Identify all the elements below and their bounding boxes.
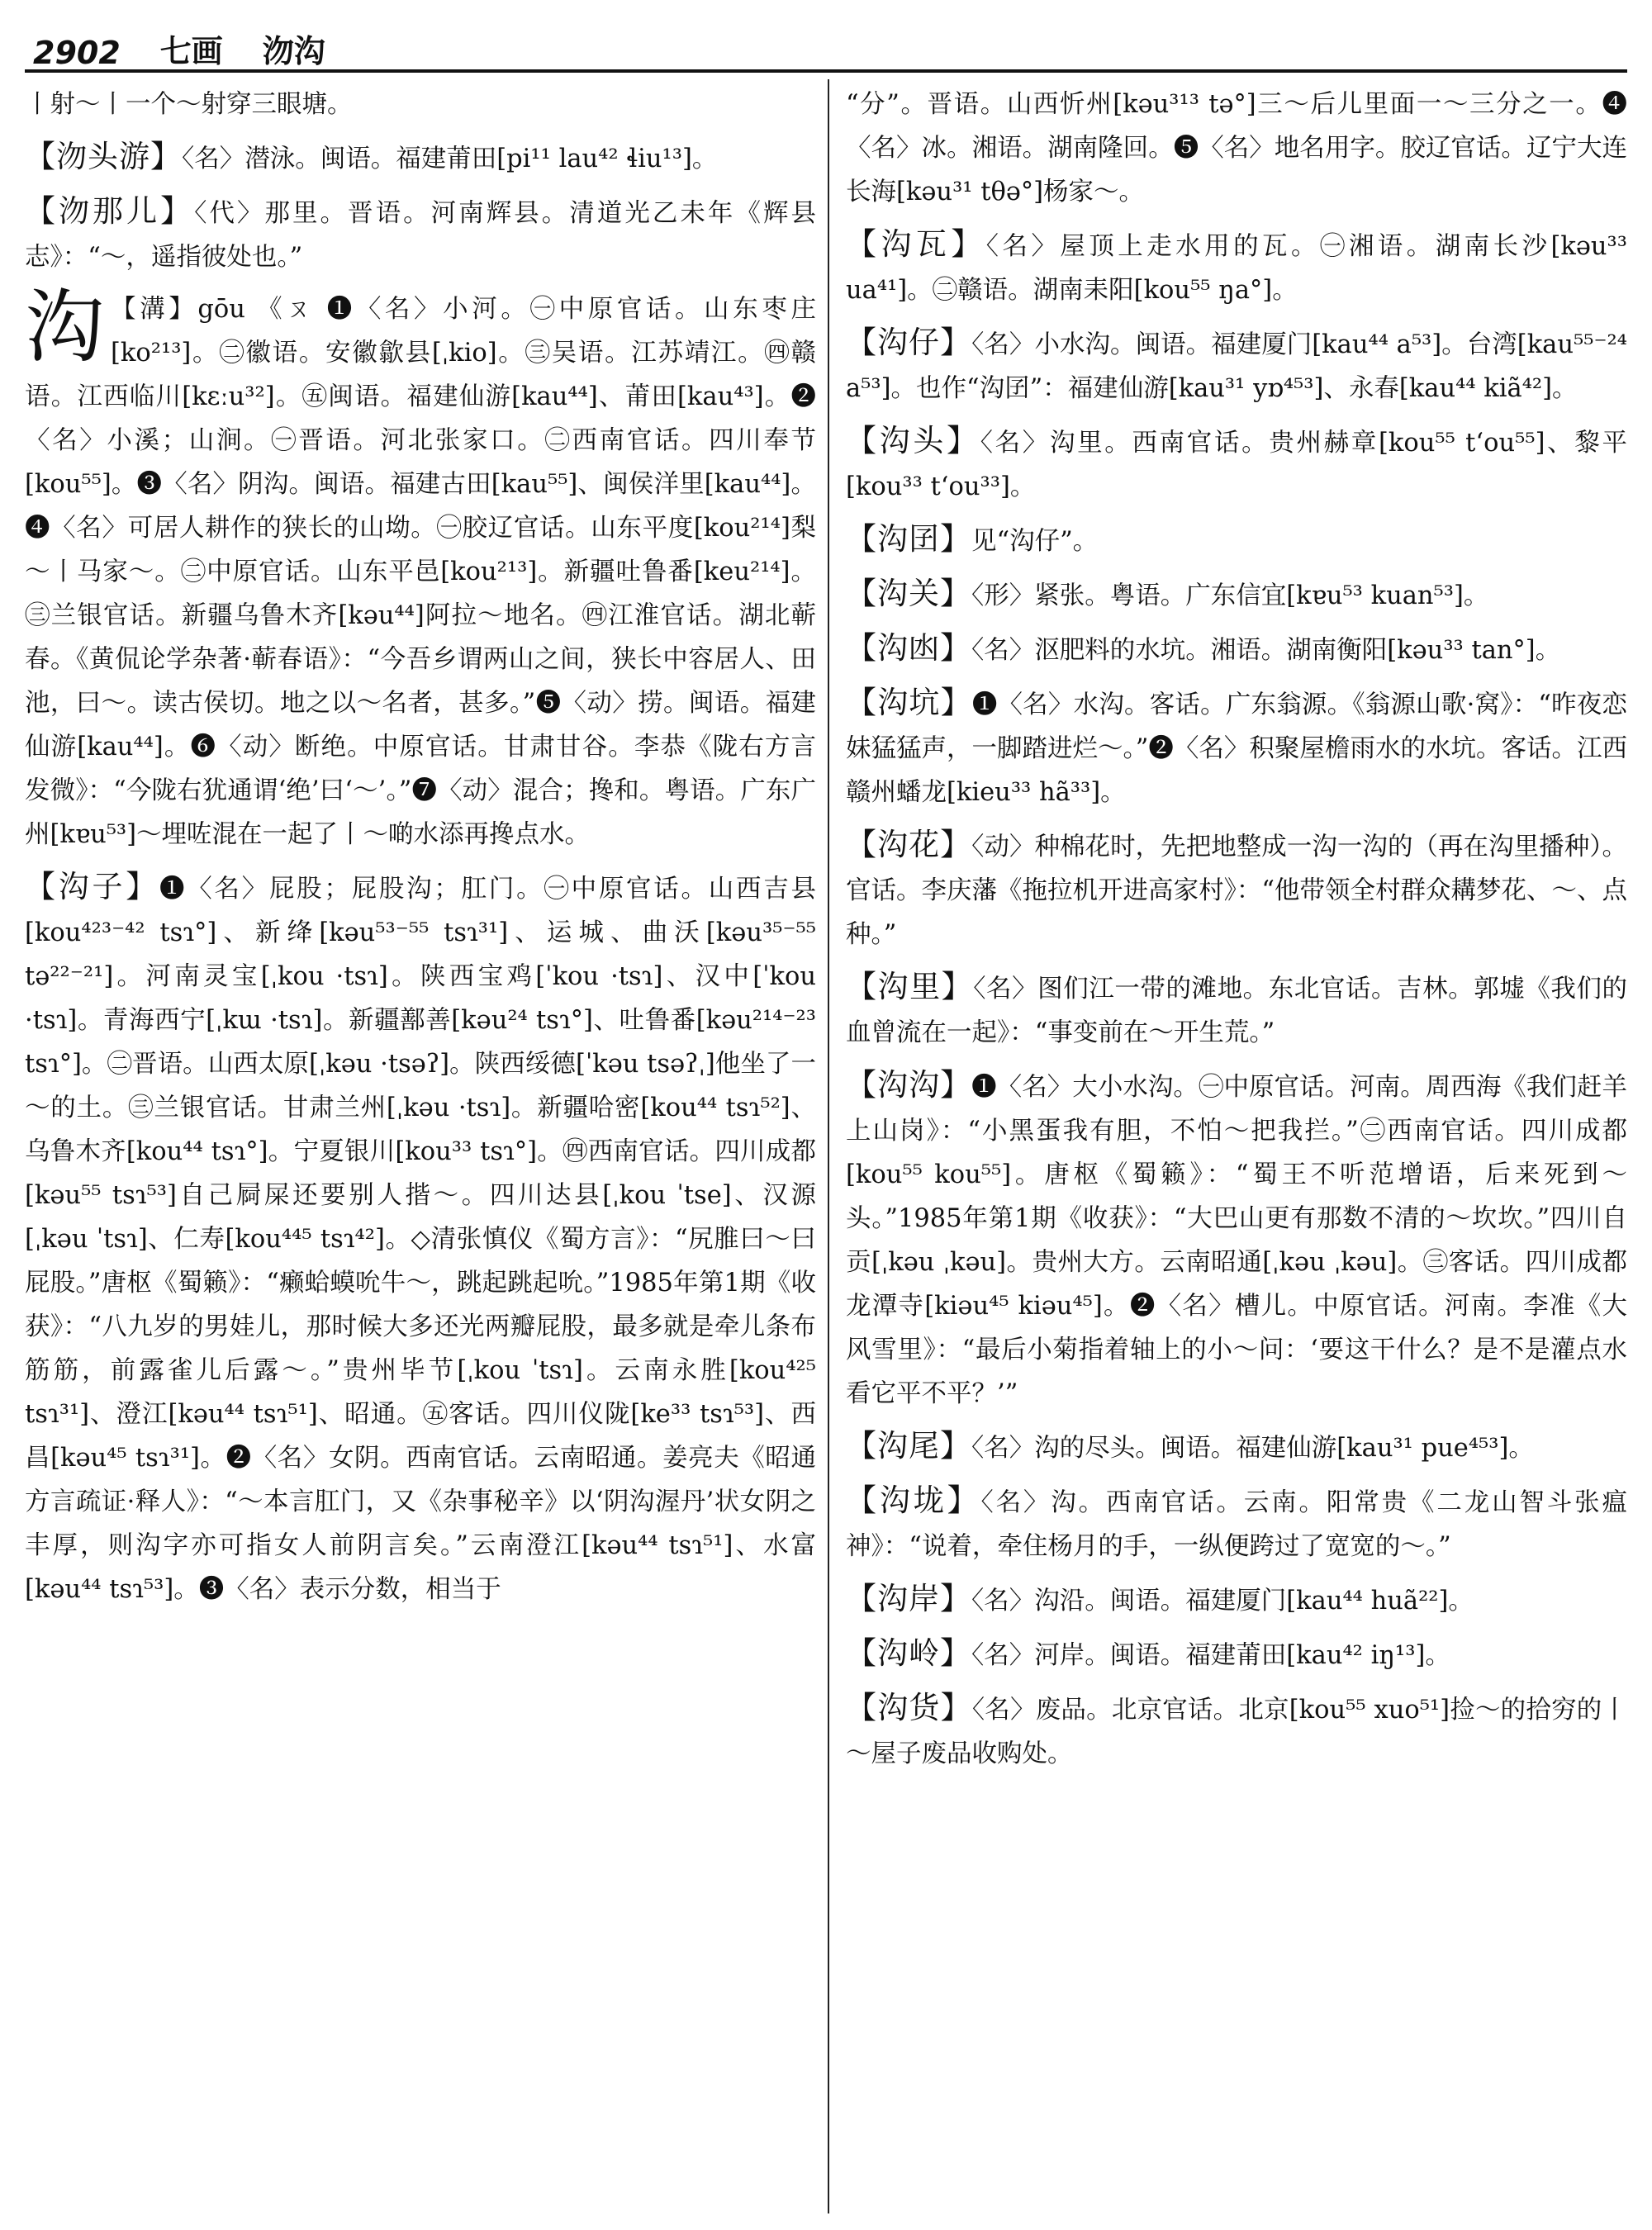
entry-text: 〈名〉图们江一带的滩地。东北官话。吉林。郭墟《我们的血曾流在一起》：“事变前在～开生荒。” xyxy=(846,975,1627,1047)
entry-text: ❶〈名〉屁股；屁股沟；肛门。㊀中原官话。山西吉县[kou⁴²³⁻⁴² tsɿ°]、新绛[kəu⁵³⁻⁵⁵ tsɿ³¹]、运城、曲沃[kəu³⁵⁻⁵⁵ tə²²⁻²¹]。河南灵宝[ˌkou ·tsɿ]。陕西宝鸡[ˈkou ·tsɿ]、汉中[ˈkou ·tsɿ]。青海西宁[ˌkɯ ·tsɿ]。新疆鄯善[kəu²⁴ tsɿ°]、吐鲁番[kəu²¹⁴⁻²³ tsɿ°]。㊁晋语。山西太原[ˌkəu ·tsəʔ]。陕西绥德[ˈkəu tsəʔˌ]他坐了一～的土。㊂兰银官话。甘肃兰州[ˌkəu ·tsɿ]。新疆哈密[kou⁴⁴ tsɿ⁵²]、乌鲁木齐[kou⁴⁴ tsɿ°]。宁夏银川[kou³³ tsɿ°]。㊃西南官话。四川成都[kəu⁵⁵ tsɿ⁵³]自己屙屎还要别人揩～。四川达县[ˌkou ˈtse]、汉源[ˌkəu ˈtsɿ]、仁寿[kou⁴⁴⁵ tsɿ⁴²]。◇清张慎仪《蜀方言》：“尻脽曰～曰屁股。”唐枢《蜀籁》：“癞蛤蟆吮牛～，跳起跳起吮。”1985年第1期《收获》：“八九岁的男娃儿，那时候大多还光两瓣屁股，最多就是牵儿条布筋筋，前露雀儿后露～。”贵州毕节[ˌkou ˈtsɿ]。云南永胜[kou⁴²⁵ tsɿ³¹]、澄江[kəu⁴⁴ tsɿ⁵¹]、昭通。㊄客话。四川仪陇[ke³³ tsɿ⁵³]、西昌[kəu⁴⁵ tsɿ³¹]。❷〈名〉女阴。西南官话。云南昭通。姜亮夫《昭通方言疏证·释人》：“～本言肛门，又《杂事秘辛》以‘阴沟渥丹’状女阴之丰厚，则沟字亦可指女人前阴言矣。”云南澄江[kəu⁴⁴ tsɿ⁵¹]、水富[kəu⁴⁴ tsɿ⁵³]。❸〈名〉表示分数，相当于 xyxy=(25,875,816,1604)
entry-text: “分”。晋语。山西忻州[kəu³¹³ tə°]三～后儿里面一～三分之一。❹〈名〉冰。湘语。湖南隆回。❺〈名〉地名用字。胶辽官话。辽宁大连长海[kəu³¹ tθə°]杨家～。 xyxy=(846,90,1627,206)
dictionary-entry xyxy=(846,1478,1627,1568)
entry-text: 丨射～丨一个～射穿三眼塘。 xyxy=(25,90,353,119)
entry-text: 〈名〉沟的尽头。闽语。福建仙游[kau³¹ pue⁴⁵³]。 xyxy=(971,1434,1534,1463)
entry-headword: 【沟坑】 xyxy=(846,685,972,720)
entry-text: 〈名〉潜泳。闽语。福建莆田[pi¹¹ lau⁴² ɬiu¹³]。 xyxy=(182,145,718,173)
entry-text: 〈名〉沟沿。闽语。福建厦门[kau⁴⁴ huã²²]。 xyxy=(971,1587,1474,1616)
entry-text: 〈代〉那里。晋语。河南辉县。清道光乙未年《辉县志》：“～，遥指彼处也。” xyxy=(25,199,816,272)
dictionary-entry xyxy=(846,1577,1627,1623)
entry-headword: 【沟沟】 xyxy=(846,1067,972,1103)
entry-text: 〈形〉紧张。粤语。广东信宜[kɐu⁵³ kuan⁵³]。 xyxy=(971,581,1489,610)
entry-text: ❶〈名〉大小水沟。㊀中原官话。河南。周西海《我们赶羊上山岗》：“小黑蛋我有胆，不怕～把我拦。”㊁西南官话。四川成都[kou⁵⁵ kou⁵⁵]。唐枢《蜀籁》：“蜀王不听范增语，后来死到～头。”1985年第1期《收获》：“大巴山更有那数不清的～坎坎。”四川自贡[ˌkəu ˌkəu]。贵州大方。云南昭通[ˌkəu ˌkəu]。㊂客话。四川成都龙潭寺[kiəu⁴⁵ kiəu⁴⁵]。❷〈名〉槽儿。中原官话。河南。李准《大风雪里》：“最后小菊指着轴上的小～问：‘要这干什么？是不是灌点水看它平不平？’” xyxy=(846,1073,1627,1408)
entry-headword: 【沕头游】 xyxy=(25,139,182,174)
entry-headword: 【沟里】 xyxy=(846,969,974,1004)
page-number: 2902 xyxy=(33,35,121,71)
dictionary-entry xyxy=(25,189,816,279)
dictionary-entry xyxy=(25,83,816,126)
dictionary-entry xyxy=(846,1424,1627,1470)
entry-text: 〈动〉种棉花时，先把地整成一沟一沟的（再在沟里播种）。官话。李庆藩《拖拉机开进高家村》：“他带领全村群众耩梦花、～、点种。” xyxy=(846,833,1627,949)
entry-headword: 【沟货】 xyxy=(846,1690,972,1725)
entry-text: 【溝】gōu 《ㄡ ❶〈名〉小河。㊀中原官话。山东枣庄[ko²¹³]。㊁徽语。安徽歙县[ˌkio]。㊂吴语。江苏靖江。㊃赣语。江西临川[kɛːu³²]。㊄闽语。福建仙游[kau⁴⁴]、莆田[kau⁴³]。❷〈名〉小溪；山涧。㊀晋语。河北张家口。㊁西南官话。四川奉节[kou⁵⁵]。❸〈名〉阴沟。闽语。福建古田[kau⁵⁵]、闽侯洋里[kau⁴⁴]。❹〈名〉可居人耕作的狭长的山坳。㊀胶辽官话。山东平度[kou²¹⁴]梨～丨马家～。㊁中原官话。山东平邑[kou²¹³]。新疆吐鲁番[keu²¹⁴]。㊂兰银官话。新疆乌鲁木齐[kəu⁴⁴]阿拉～地名。㊃江淮官话。湖北蕲春。《黄侃论学杂著·蕲春语》：“今吾乡谓两山之间，狭长中容居人、田池，曰～。读古侯切。地之以～名者，甚多。”❺〈动〉捞。闽语。福建仙游[kau⁴⁴]。❻〈动〉断绝。中原官话。甘肃甘谷。李恭《陇右方言发微》：“今陇右犹通谓‘绝’曰‘～’。”❼〈动〉混合；搀和。粤语。广东广州[kɐu⁵³]～埋咗混在一起了丨～啲水添再搀点水。 xyxy=(25,295,816,849)
entry-headword: 【沕那儿】 xyxy=(25,193,195,229)
entry-headword: 【沟仔】 xyxy=(846,325,972,360)
dictionary-entry xyxy=(846,626,1627,672)
right-column xyxy=(846,83,1627,2212)
dictionary-entry xyxy=(846,83,1627,214)
entry-text: 〈名〉沟里。西南官话。贵州赫章[kou⁵⁵ tʻou⁵⁵]、黎平[kou³³ tʻou³³]。 xyxy=(846,429,1627,501)
entry-headword: 【沟子】 xyxy=(25,869,159,904)
entry-headword: 【沟关】 xyxy=(846,576,971,611)
section-label: 七画 xyxy=(159,33,223,69)
entry-headword: 【沟岸】 xyxy=(846,1581,971,1616)
entry-headword: 【沟垅】 xyxy=(846,1483,981,1518)
entry-text: 〈名〉沤肥料的水坑。湘语。湖南衡阳[kəu³³ tan°]。 xyxy=(971,636,1561,665)
entry-headword: 【沟岭】 xyxy=(846,1635,971,1671)
entry-text: 〈名〉废品。北京官话。北京[kou⁵⁵ xuo⁵¹]捡～的拾穷的丨～屋子废品收购处。 xyxy=(846,1696,1627,1768)
entry-text: 见“沟仔”。 xyxy=(971,527,1099,556)
header-rule xyxy=(25,69,1627,73)
entry-headword: 【沟凼】 xyxy=(846,630,971,666)
dictionary-entry xyxy=(846,823,1627,956)
dictionary-entry xyxy=(25,281,816,856)
dictionary-entry xyxy=(846,681,1627,814)
dictionary-entry xyxy=(846,1631,1627,1677)
dictionary-entry xyxy=(846,320,1627,410)
page-header xyxy=(33,23,1619,71)
entry-headword: 【沟花】 xyxy=(846,827,972,862)
entry-headword: 【沟头】 xyxy=(846,423,980,458)
dictionary-entry xyxy=(846,222,1627,312)
main-character: 沟 xyxy=(25,281,104,373)
entry-text: 〈名〉沟。西南官话。云南。阳常贵《二龙山智斗张瘟神》：“说着，牵住杨月的手，一纵便跨过了宽宽的～。” xyxy=(846,1488,1627,1561)
entry-headword: 【沟瓦】 xyxy=(846,226,986,262)
dictionary-entry xyxy=(25,135,816,181)
entry-headword: 【沟囝】 xyxy=(846,521,971,557)
dictionary-entry xyxy=(25,865,816,1611)
entry-text: 〈名〉屋顶上走水用的瓦。㊀湘语。湖南长沙[kəu³³ ua⁴¹]。㊁赣语。湖南耒阳[kou⁵⁵ ŋa°]。 xyxy=(846,232,1627,305)
dictionary-entry xyxy=(846,1686,1627,1776)
dictionary-entry xyxy=(846,1063,1627,1416)
dictionary-entry xyxy=(846,572,1627,618)
left-column xyxy=(25,83,816,2212)
dictionary-entry xyxy=(846,419,1627,509)
dictionary-entry xyxy=(846,517,1627,563)
dictionary-entry xyxy=(846,965,1627,1055)
entry-text: ❶〈名〉水沟。客话。广东翁源。《翁源山歌·窝》：“昨夜恋妹猛猛声，一脚踏进烂～。”❷〈名〉积聚屋檐雨水的水坑。客话。江西赣州蟠龙[kieu³³ hã³³]。 xyxy=(846,690,1627,807)
entry-headword: 【沟尾】 xyxy=(846,1428,971,1464)
column-divider xyxy=(828,79,829,2213)
entry-text: 〈名〉小水沟。闽语。福建厦门[kau⁴⁴ a⁵³]。台湾[kau⁵⁵⁻²⁴ a⁵³]。也作“沟囝”：福建仙游[kau³¹ yɒ⁴⁵³]、永春[kau⁴⁴ kiã⁴²]。 xyxy=(846,330,1627,403)
header-characters: 沕沟 xyxy=(262,33,325,69)
entry-text: 〈名〉河岸。闽语。福建莆田[kau⁴² iŋ¹³]。 xyxy=(971,1641,1450,1670)
